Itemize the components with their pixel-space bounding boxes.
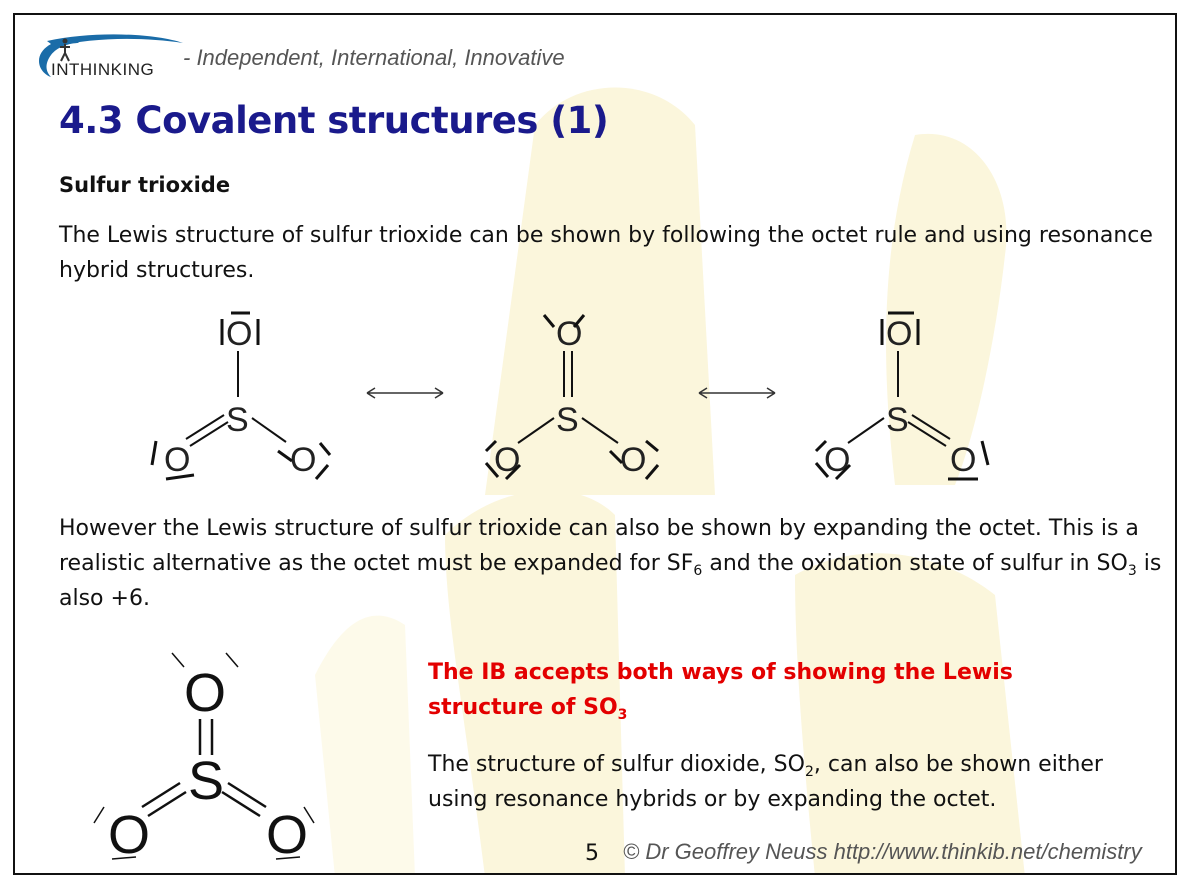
atom-oxygen-right: O <box>620 441 647 479</box>
atom-sulfur: S <box>556 401 579 439</box>
atom-oxygen-top: O <box>886 315 913 353</box>
expanded-octet-structure <box>90 645 320 865</box>
sulfur-dioxide-paragraph: The structure of sulfur dioxide, $SO_2$, can also be shown either using resonance hybrids or by expanding the octet. <box>428 752 1103 812</box>
footer-credit: © Dr Geoffrey Neuss http://www.thinkib.net/chemistry <box>623 839 1142 864</box>
intro-paragraph: The Lewis structure of sulfur trioxide can be shown by following the octet rule and using resonance hybrid structures. <box>59 223 1153 283</box>
slide-title: 4.3 Covalent structures (1) <box>59 99 609 142</box>
atom-oxygen-top: O <box>556 315 583 353</box>
resonance-arrow-2 <box>695 383 779 403</box>
resonance-structure-1 <box>140 305 340 485</box>
resonance-structure-2 <box>470 305 670 485</box>
atom-oxygen-top: O <box>184 663 227 723</box>
page-number: 5 <box>585 841 599 866</box>
atom-oxygen-top: O <box>226 315 253 353</box>
resonance-arrow-1 <box>363 383 447 403</box>
atom-oxygen-left: O <box>108 805 151 865</box>
resonance-structure-3 <box>800 305 1000 485</box>
expanded-octet-paragraph: However the Lewis structure of sulfur trioxide can also be shown by expanding the octet. This is a realistic alternative as the octet must be expanded for $SF_6$ and the oxidation state of sulfur in $SO_3$ is also +6. <box>59 516 1162 611</box>
atom-oxygen-left: O <box>164 441 191 479</box>
atom-oxygen-left: O <box>494 441 521 479</box>
slide-frame <box>13 13 1177 875</box>
atom-oxygen-right: O <box>290 441 317 479</box>
atom-sulfur: S <box>886 401 909 439</box>
tagline: - Independent, International, Innovative <box>183 45 565 70</box>
atom-sulfur: S <box>226 401 249 439</box>
logo-text: INTHINKING <box>51 60 155 79</box>
section-subheading: Sulfur trioxide <box>59 173 231 197</box>
ib-acceptance-note: The IB accepts both ways of showing the Lewis structure of $SO_3$ <box>428 660 1013 723</box>
atom-oxygen-right: O <box>950 441 977 479</box>
atom-sulfur: S <box>188 751 225 811</box>
atom-oxygen-right: O <box>266 805 309 865</box>
atom-oxygen-left: O <box>824 441 851 479</box>
inthinking-logo <box>33 33 183 79</box>
